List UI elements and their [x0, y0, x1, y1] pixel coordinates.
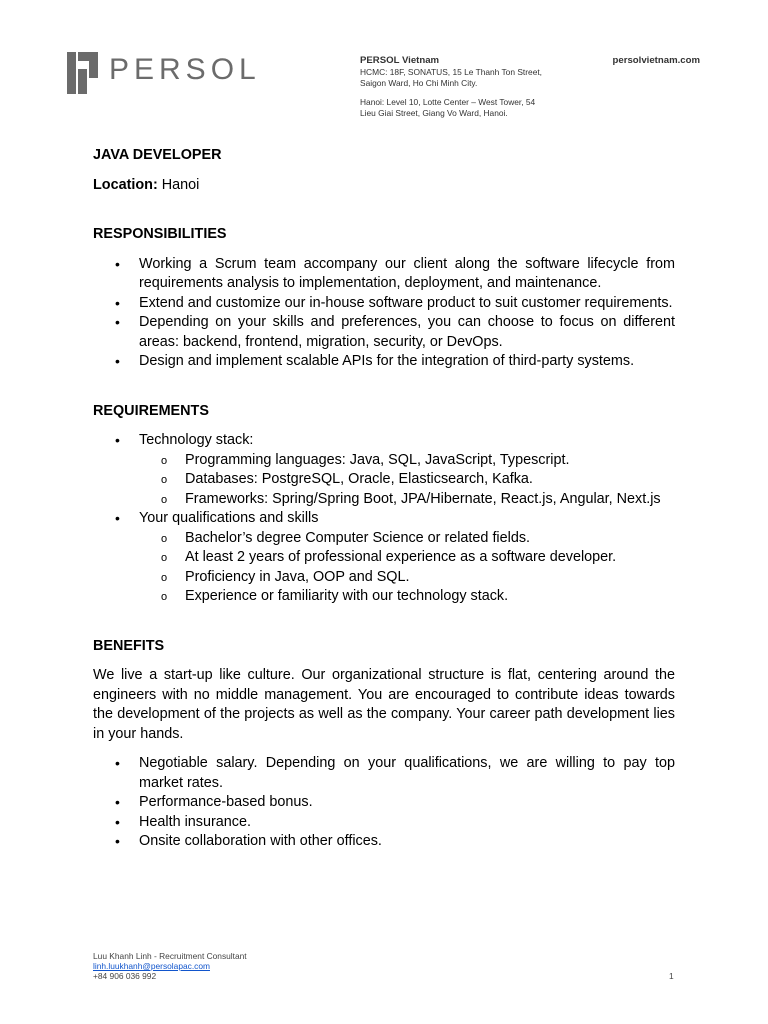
page-number: 1	[669, 971, 674, 981]
list-item: • Extend and customize our in-house software product to suit customer requirements.	[93, 294, 675, 314]
group-label: Your qualifications and skills	[139, 510, 319, 526]
hcmc-address-line-1: HCMC: 18F, SONATUS, 15 Le Thanh Ton Street,	[360, 66, 542, 77]
persol-logo	[67, 52, 277, 96]
benefits-list	[93, 754, 675, 852]
persol-logo-mark-icon	[67, 52, 105, 94]
requirements-heading: REQUIREMENTS	[93, 402, 209, 419]
sub-list	[139, 529, 675, 607]
requirements-list	[93, 431, 675, 607]
contact-phone: +84 906 036 992	[93, 971, 157, 981]
list-item: • Onsite collaboration with other offices.	[93, 832, 675, 852]
list-item: • Health insurance.	[93, 813, 675, 833]
job-location	[93, 176, 675, 196]
benefits-heading: BENEFITS	[93, 637, 165, 654]
list-item: o Bachelor’s degree Computer Science or related fields.	[93, 529, 675, 549]
job-title: JAVA DEVELOPER	[93, 147, 222, 163]
location-value: Hanoi	[161, 176, 200, 193]
contact-email-link[interactable]: linh.luukhanh@persolapac.com	[93, 961, 210, 971]
company-website: persolvietnam.com	[612, 55, 700, 66]
hanoi-address-line-2: Lieu Giai Street, Giang Vo Ward, Hanoi.	[360, 108, 508, 118]
footer-contact	[93, 951, 247, 981]
requirements-group	[93, 431, 675, 509]
hcmc-address-line-2: Saigon Ward, Ho Chi Minh City.	[360, 78, 478, 88]
hanoi-address-line-1: Hanoi: Level 10, Lotte Center – West Tower, 54	[360, 96, 536, 107]
list-item: • Depending on your skills and preferences, you can choose to focus on different areas: backend, frontend, migration, security, or DevOps.	[93, 313, 675, 352]
responsibilities-list	[93, 255, 675, 372]
list-item: o Proficiency in Java, OOP and SQL.	[93, 568, 675, 588]
logo-wordmark: PERSOL	[109, 53, 261, 86]
list-item: o Experience or familiarity with our technology stack.	[93, 587, 675, 607]
list-item: • Negotiable salary. Depending on your qualifications, we are willing to pay top market rates.	[93, 754, 675, 793]
list-item: o Databases: PostgreSQL, Oracle, Elasticsearch, Kafka.	[93, 470, 675, 490]
sub-list	[139, 451, 675, 510]
list-item: o Frameworks: Spring/Spring Boot, JPA/Hibernate, React.js, Angular, Next.js	[93, 490, 675, 510]
job-description	[93, 146, 675, 852]
benefits-intro: We live a start-up like culture. Our organizational structure is flat, centering around the engineers with no middle management. You are encouraged to contribute ideas towards the development of the projects as well as the company. Your career path development lies in your hands.	[93, 667, 675, 742]
list-item: o At least 2 years of professional experience as a software developer.	[93, 548, 675, 568]
list-item: • Design and implement scalable APIs for the integration of third-party systems.	[93, 352, 675, 372]
list-item: o Programming languages: Java, SQL, JavaScript, Typescript.	[93, 451, 675, 471]
requirements-group	[93, 509, 675, 607]
group-label: Technology stack:	[139, 432, 254, 448]
location-label: Location:	[93, 176, 158, 193]
list-item: • Working a Scrum team accompany our client along the software lifecycle from requirements analysis to implementation, deployment, and maintenance.	[93, 255, 675, 294]
company-info	[360, 55, 700, 120]
contact-name: Luu Khanh Linh - Recruitment Consultant	[93, 951, 247, 961]
company-name: PERSOL Vietnam	[360, 55, 440, 66]
responsibilities-heading: RESPONSIBILITIES	[93, 226, 227, 242]
list-item: • Performance-based bonus.	[93, 793, 675, 813]
